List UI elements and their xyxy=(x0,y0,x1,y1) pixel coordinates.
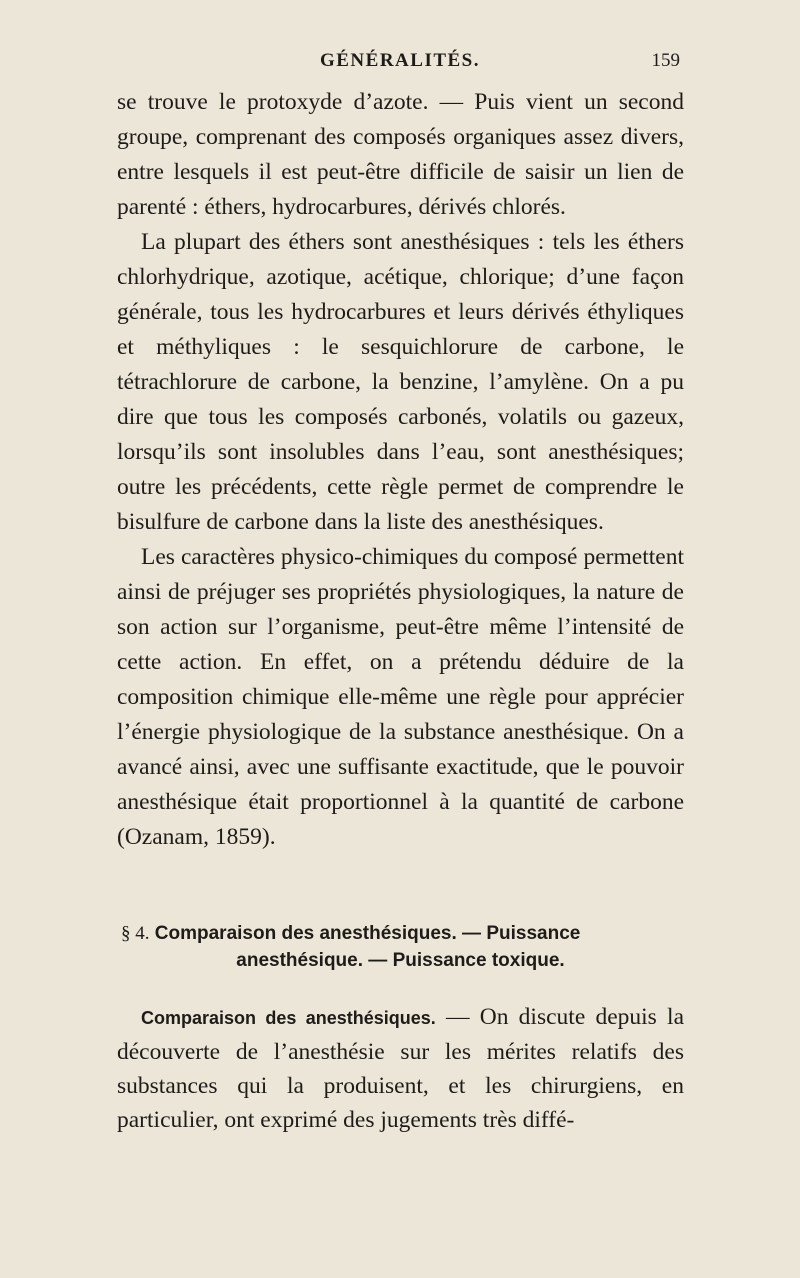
run-in-heading: Comparaison des anesthésiques. xyxy=(141,1008,436,1028)
body-text xyxy=(117,85,684,855)
paragraph-3: Les caractères physico-chimiques du composé permettent ainsi de préjuger ses propriétés physiologiques, la nature de son action sur l’organisme, peut-être même l’intensité de cette action. En effet, on a prétendu déduire de la composition chimique elle-même une règle pour apprécier l’énergie physiologique de la substance anesthésique. On a avancé ainsi, avec une suffisante exactitude, que le pouvoir anesthésique était proportionnel à la quantité de carbone (Ozanam, 1859). xyxy=(117,544,684,850)
section-heading-line-1 xyxy=(117,920,684,947)
running-title: GÉNÉRALITÉS. xyxy=(319,50,481,71)
paragraph-1: se trouve le protoxyde d’azote. — Puis vient un second groupe, comprenant des composés organiques assez divers, entre lesquels il est peut-être difficile de saisir un lien de parenté : éthers, hydrocarbures, dérivés chlorés. xyxy=(117,89,684,220)
section-heading-text-1: Comparaison des anesthésiques. — Puissance xyxy=(154,923,581,944)
section-heading xyxy=(117,920,684,974)
section-heading-line-2: anesthésique. — Puissance toxique. xyxy=(236,950,565,971)
page-number: 159 xyxy=(651,50,680,71)
page-header xyxy=(0,50,800,80)
final-paragraph-text xyxy=(117,1000,684,1137)
section-sign: § 4. xyxy=(121,923,150,944)
paragraph-2: La plupart des éthers sont anesthésiques : tels les éthers chlorhydrique, azotique, acétique, chlorique; d’une façon générale, tous les hydrocarbures et leurs dérivés éthyliques et méthyliques : le sesquichlorure de carbone, le tétrachlorure de carbone, la benzine, l’amylène. On a pu dire que tous les composés carbonés, volatils ou gazeux, lorsqu’ils sont insolubles dans l’eau, sont anesthésiques; outre les précédents, cette règle permet de comprendre le bisulfure de carbone dans la liste des anesthésiques. xyxy=(117,229,684,535)
final-paragraph-body: — On discute depuis la découverte de l’anesthésie sur les mérites relatifs des substances qui la produisent, et les chirurgiens, en particulier, ont exprimé des jugements très diffé- xyxy=(117,1004,685,1133)
final-paragraph xyxy=(117,1000,684,1137)
